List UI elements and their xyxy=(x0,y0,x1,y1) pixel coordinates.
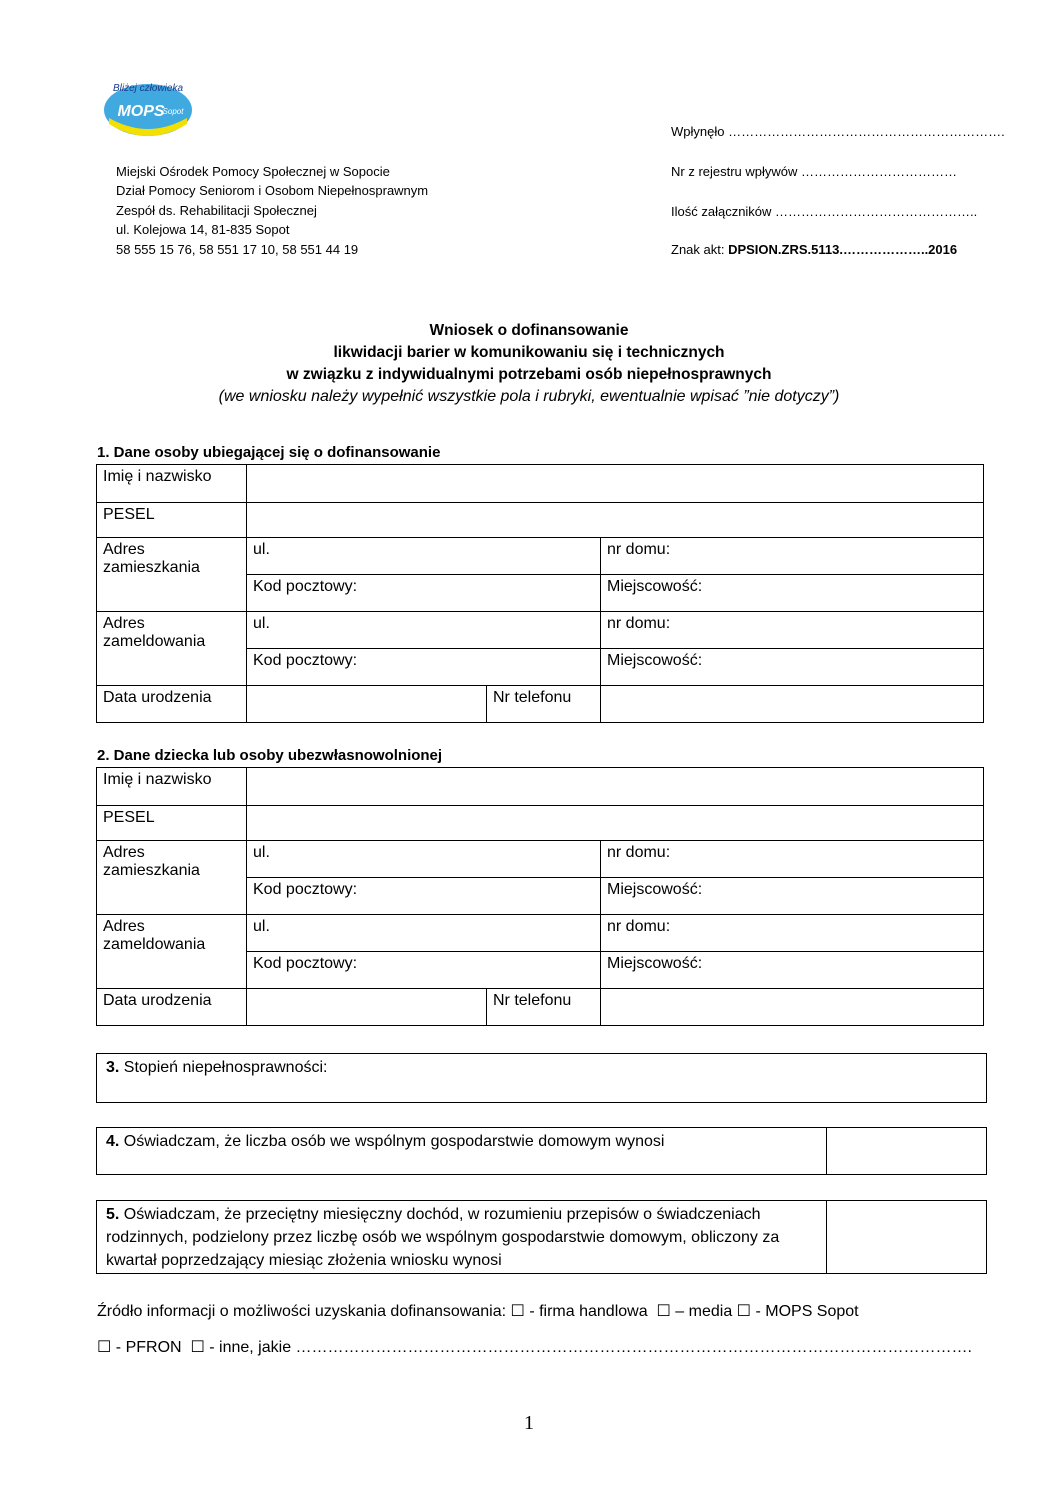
street-label: ul. xyxy=(253,918,270,935)
section4-number: 4. xyxy=(106,1133,120,1150)
street-label: ul. xyxy=(253,541,270,558)
section2-table xyxy=(96,767,984,1026)
street-label: ul. xyxy=(253,615,270,632)
birth-date-label: Data urodzenia xyxy=(97,686,247,723)
svg-text:Sopot: Sopot xyxy=(162,107,184,116)
office-line: Zespół ds. Rehabilitacji Społecznej xyxy=(116,202,317,218)
city-label: Miejscowość: xyxy=(607,578,703,595)
received-field[interactable]: Wpłynęło ………………………………………………………. xyxy=(671,124,1005,139)
svg-text:Bliżej człowieka: Bliżej człowieka xyxy=(112,83,184,94)
section5-number: 5. xyxy=(106,1206,120,1223)
house-label: nr domu: xyxy=(607,615,671,632)
house-label: nr domu: xyxy=(607,541,671,558)
svg-text:MOPS: MOPS xyxy=(117,103,165,120)
mops-logo xyxy=(103,78,193,138)
postcode-label: Kod pocztowy: xyxy=(253,578,358,595)
residence-street-input[interactable] xyxy=(247,538,601,575)
house-label: nr domu: xyxy=(607,918,671,935)
name-input[interactable] xyxy=(247,465,984,503)
office-address xyxy=(116,162,428,259)
office-line: 58 555 15 76, 58 551 17 10, 58 551 44 19 xyxy=(116,241,359,257)
registry-number-field[interactable]: Nr z rejestru wpływów ……………………………… xyxy=(671,164,958,179)
info-source-line1 xyxy=(97,1301,859,1321)
option-trade-company: - firma handlowa xyxy=(529,1303,648,1320)
registered-address-label: Adres zameldowania xyxy=(97,612,247,686)
info-source-label: Źródło informacji o możliwości uzyskania dofinansowania: xyxy=(97,1303,507,1320)
name-label: Imię i nazwisko xyxy=(97,768,247,806)
section5-label: Oświadczam, że przeciętny miesięczny dochód, w rozumieniu przepisów o świadczeniach rodzinnych, podzielony przez liczbę osób we wspólnym gospodarstwie domowym, obliczony za kwartał poprzedzający miesiąc złożenia wniosku wynosi xyxy=(106,1206,780,1269)
house-label: nr domu: xyxy=(607,844,671,861)
section1-table xyxy=(96,464,984,723)
birth-date-input[interactable] xyxy=(247,989,487,1026)
residence-postcode-input[interactable] xyxy=(247,575,601,612)
checkbox-icon[interactable]: ☐ xyxy=(97,1339,112,1356)
checkbox-icon[interactable]: ☐ xyxy=(190,1339,205,1356)
pesel-label: PESEL xyxy=(97,806,247,841)
attachments-field[interactable]: Ilość załączników ……………………………………….. xyxy=(671,204,978,219)
registered-house-input[interactable] xyxy=(601,612,984,649)
city-label: Miejscowość: xyxy=(607,955,703,972)
residence-house-input[interactable] xyxy=(601,841,984,878)
registered-address-label: Adres zameldowania xyxy=(97,915,247,989)
postcode-label: Kod pocztowy: xyxy=(253,955,358,972)
pesel-label: PESEL xyxy=(97,503,247,538)
form-title xyxy=(0,320,1058,408)
phone-input[interactable] xyxy=(601,989,984,1026)
residence-street-input[interactable] xyxy=(247,841,601,878)
title-line: Wniosek o dofinansowanie xyxy=(429,322,629,339)
office-line: Dział Pomocy Seniorom i Osobom Niepełnosprawnym xyxy=(116,183,429,199)
option-mops: - MOPS Sopot xyxy=(755,1303,859,1320)
residence-address-label: Adres zamieszkania xyxy=(97,841,247,915)
checkbox-icon[interactable]: ☐ xyxy=(656,1303,671,1320)
page-number: 1 xyxy=(524,1412,534,1434)
name-input[interactable] xyxy=(247,768,984,806)
residence-house-input[interactable] xyxy=(601,538,984,575)
phone-label: Nr telefonu xyxy=(487,989,601,1026)
income-row xyxy=(96,1200,987,1274)
file-reference-label: Znak akt: xyxy=(671,242,729,257)
checkbox-icon[interactable]: ☐ xyxy=(510,1303,525,1320)
option-other[interactable]: - inne, jakie ………………………………………………………………………………………………………………. xyxy=(209,1339,972,1356)
registered-city-input[interactable] xyxy=(601,952,984,989)
registered-postcode-input[interactable] xyxy=(247,952,601,989)
residence-city-input[interactable] xyxy=(601,575,984,612)
title-line: w związku z indywidualnymi potrzebami osób niepełnosprawnych xyxy=(286,366,772,383)
city-label: Miejscowość: xyxy=(607,652,703,669)
phone-label: Nr telefonu xyxy=(487,686,601,723)
pesel-input[interactable] xyxy=(247,503,984,538)
residence-address-label: Adres zamieszkania xyxy=(97,538,247,612)
city-label: Miejscowość: xyxy=(607,881,703,898)
section2-heading: 2. Dane dziecka lub osoby ubezwłasnowolnionej xyxy=(97,747,443,764)
checkbox-icon[interactable]: ☐ xyxy=(736,1303,752,1320)
registered-city-input[interactable] xyxy=(601,649,984,686)
office-line: ul. Kolejowa 14, 81-835 Sopot xyxy=(116,222,290,238)
household-size-input[interactable] xyxy=(826,1128,986,1174)
info-source-line2 xyxy=(97,1337,972,1357)
option-media: – media xyxy=(675,1303,733,1320)
title-line: likwidacji barier w komunikowaniu się i technicznych xyxy=(333,344,725,361)
street-label: ul. xyxy=(253,844,270,861)
postcode-label: Kod pocztowy: xyxy=(253,652,358,669)
registered-postcode-input[interactable] xyxy=(247,649,601,686)
birth-date-label: Data urodzenia xyxy=(97,989,247,1026)
section3-number: 3. xyxy=(106,1059,120,1076)
disability-degree-field[interactable] xyxy=(96,1053,987,1103)
postcode-label: Kod pocztowy: xyxy=(253,881,358,898)
section4-label: Oświadczam, że liczba osób we wspólnym gospodarstwie domowym wynosi xyxy=(119,1133,665,1150)
title-note: (we wniosku należy wypełnić wszystkie pola i rubryki, ewentualnie wpisać ”nie dotyczy”) xyxy=(218,388,840,405)
file-reference-value: DPSION.ZRS.5113.………………..2016 xyxy=(728,242,958,257)
household-size-row xyxy=(96,1127,987,1175)
pesel-input[interactable] xyxy=(247,806,984,841)
section3-label: Stopień niepełnosprawności: xyxy=(119,1059,328,1076)
residence-city-input[interactable] xyxy=(601,878,984,915)
office-line: Miejski Ośrodek Pomocy Społecznej w Sopocie xyxy=(116,164,390,179)
option-pfron: - PFRON xyxy=(115,1339,182,1356)
income-input[interactable] xyxy=(826,1201,986,1273)
registered-house-input[interactable] xyxy=(601,915,984,952)
registered-street-input[interactable] xyxy=(247,915,601,952)
section1-heading: 1. Dane osoby ubiegającej się o dofinansowanie xyxy=(97,444,441,461)
file-reference xyxy=(671,242,957,257)
phone-input[interactable] xyxy=(601,686,984,723)
name-label: Imię i nazwisko xyxy=(97,465,247,503)
birth-date-input[interactable] xyxy=(247,686,487,723)
residence-postcode-input[interactable] xyxy=(247,878,601,915)
registered-street-input[interactable] xyxy=(247,612,601,649)
